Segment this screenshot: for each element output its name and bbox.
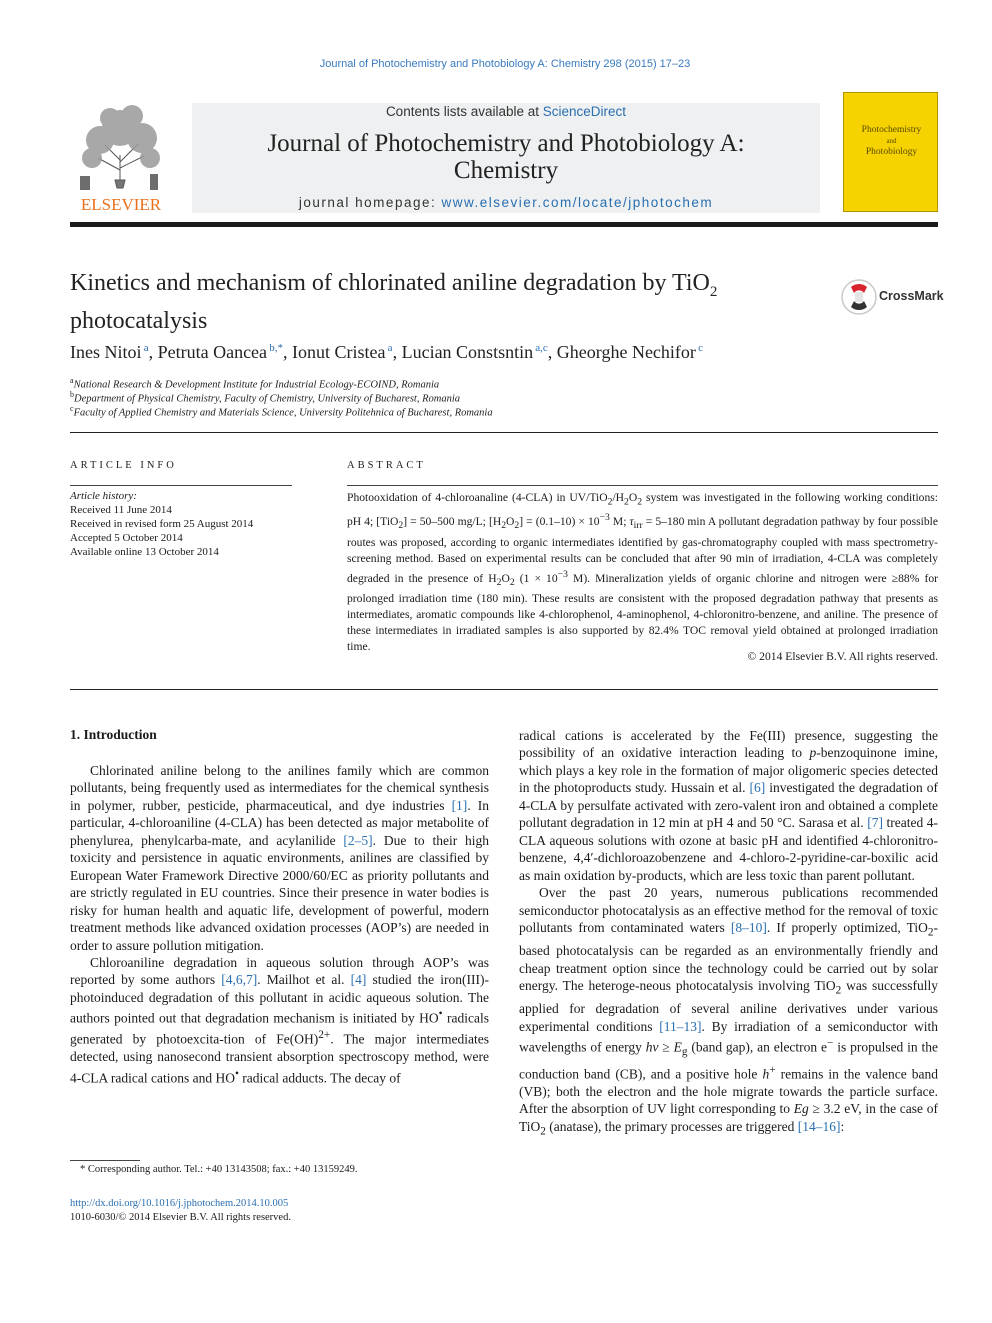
author-separator: , bbox=[392, 342, 402, 362]
journal-cover-thumbnail[interactable] bbox=[843, 92, 938, 212]
body-paragraph: radical cations is accelerated by the Fe(III) presence, suggesting the possibility of an oxidative interaction leading to p-benzoquinone imine, which plays a key role in the formation of major oligomeric species detected in the photoproducts study. Hussain et al. [6] investigated the degradation of 4-CLA by persulfate activated with zero-valent iron and obtained a complete pollutant degradation in 12 min at pH 4 and 50 °C. Sarasa et al. [7] treated 4-CLA aqueous solutions with ozone at basic pH and identified 4-chloronitro-benzene, 4,4′-dichloroazobenzene and 4-chloro-2-pyridine-car-boxilic acid as main oxidation by-products, which are less toxic than parent pollutant. bbox=[519, 728, 939, 883]
author-name[interactable]: Petruta Oancea bbox=[157, 342, 268, 362]
affiliation-text: Department of Physical Chemistry, Faculty of Chemistry, University of Bucharest, Romania bbox=[74, 393, 461, 405]
author-name[interactable]: Gheorghe Nechifor bbox=[556, 342, 696, 362]
affiliation-text: National Research & Development Institute for Industrial Ecology-ECOIND, Romania bbox=[73, 379, 440, 391]
author-name[interactable]: Ionut Cristea bbox=[292, 342, 386, 362]
crossmark-icon bbox=[840, 279, 880, 315]
contents-line bbox=[192, 104, 820, 119]
elsevier-wordmark: ELSEVIER bbox=[80, 195, 162, 212]
section-heading-introduction: 1. Introduction bbox=[70, 727, 157, 742]
article-title-line2: photocatalysis bbox=[70, 307, 208, 334]
author-separator: , bbox=[148, 342, 158, 362]
homepage-link[interactable]: www.elsevier.com/locate/jphotochem bbox=[441, 195, 714, 210]
elsevier-tree-icon bbox=[70, 100, 172, 212]
author-affiliation-mark[interactable]: a,c bbox=[533, 342, 548, 354]
affiliation-mark: a bbox=[70, 376, 74, 385]
citation-link[interactable]: [14–16] bbox=[797, 1118, 841, 1134]
doi-link[interactable]: http://dx.doi.org/10.1016/j.jphotochem.2014.10.005 bbox=[70, 1198, 289, 1209]
article-title bbox=[70, 269, 830, 336]
article-title-line1: Kinetics and mechanism of chlorinated aniline degradation by TiO bbox=[70, 270, 710, 296]
citation-link[interactable]: [1] bbox=[451, 797, 468, 813]
body-paragraph: Chloroaniline degradation in aqueous solution through AOP’s was reported by some authors [4,6,7]. Mailhot et al. [4] studied the iron(III)-photoinduced degradation of this pollutant in acidic aqueous solution. The authors pointed out that degradation mechanism is initiated by HO• radicals generated by photoexcita-tion of Fe(OH)$^{2+}$. The major intermediates detected, using nanosecond transient absorption spectroscopy method, were 4-CLA radical cations and HO• radical adducts. The decay of bbox=[70, 954, 489, 1086]
journal-reference[interactable]: Journal of Photochemistry and Photobiology A: Chemistry 298 (2015) 17–23 bbox=[319, 58, 691, 70]
body-column-right bbox=[519, 727, 938, 1141]
citation-link[interactable]: [11–13] bbox=[659, 1018, 702, 1034]
affiliation-mark: b bbox=[70, 390, 74, 399]
citation-link[interactable]: [7] bbox=[867, 815, 883, 831]
author-name[interactable]: Lucian Constsntin bbox=[401, 342, 534, 362]
article-info-rule bbox=[70, 485, 292, 486]
affiliation-text: Faculty of Applied Chemistry and Materials Science, University Politehnica of Bucharest, Romania bbox=[73, 407, 493, 419]
corresponding-author-footnote: * Corresponding author. Tel.: +40 13143508; fax.: +40 13159249. bbox=[80, 1164, 358, 1175]
homepage-line bbox=[192, 195, 820, 210]
cover-title bbox=[844, 123, 939, 159]
author-separator: , bbox=[283, 342, 292, 362]
abstract-label: ABSTRACT bbox=[347, 460, 426, 471]
author-list bbox=[70, 342, 938, 363]
cover-title-connector: and bbox=[886, 137, 897, 145]
affiliation-a bbox=[70, 376, 439, 391]
issn-copyright: 1010-6030/© 2014 Elsevier B.V. All rights reserved. bbox=[70, 1212, 291, 1223]
contents-prefix: Contents lists available at bbox=[385, 104, 543, 119]
elsevier-logo bbox=[70, 100, 172, 212]
header-rule bbox=[70, 222, 938, 227]
abstract-rule-bottom bbox=[70, 689, 938, 690]
body-paragraph: Chlorinated aniline belong to the anilines family which are common pollutants, being frequently used as intermediates for the chemical synthesis in polymer, rubber, pesticide, pharmaceutical, and dye industries [1]. In particular, 4-chloroaniline (4-CLA) has been detected as major metabolite of phenylurea, phenylcarba-mate, and acylanilide [2–5]. Due to their high toxicity and persistence in aquatic environments, anilines are classified by European Water Framework Directive 2000/60/EC as priority pollutants and are strictly regulated in EU countries. Since their presence in water bodies is risky for human health and aquatic life, development of powerful, modern treatment methods like advanced oxidation processes (AOP’s) are needed in order to assure pollution mitigation. bbox=[70, 763, 489, 953]
citation-link[interactable]: [2–5] bbox=[343, 832, 373, 848]
journal-title-line2: Chemistry bbox=[453, 157, 559, 184]
history-online: Available online 13 October 2014 bbox=[70, 546, 219, 558]
author-affiliation-mark[interactable]: b,* bbox=[267, 342, 283, 354]
abstract-text: Photooxidation of 4-chloroanaline (4-CLA) in $UV/TiO_2/H_2O_2$ system was investigated in the following working conditions: pH 4; [TiO$_2$] = 50–500 mg/L; $[H_2O_2] = (0.1-10) \times 10^{-3}$ M; $\tau_{irr} = 5-180$ min A pollutant degradation pathway by four possible routes was proposed, according to organic intermediates identified by gas-chromatography coupled with mass spectrometry-screening method. Based on experimental results can be concluded that after 90 min of irradiation, 4-CLA was completely degraded in the presence of $H_2O_2$ ($1 \times 10^{-3}$ M). Mineralization yields of organic chlorine and nitrogen were ≥88% for prolonged irradiation time (180 min). These results are consistent with the proposed degradation pathway that presents as intermediates, aromatic compounds like 4-chlorophenol, 4-aminophenol, 4-chloronitro-benzene, and aniline. The presence of these intermediates in irradiated samples is also supported by 82.4% TOC removal yield obtained at prolonged irradiation time. bbox=[347, 491, 938, 654]
abstract-copyright: © 2014 Elsevier B.V. All rights reserved. bbox=[747, 650, 938, 663]
article-title-subscript: 2 bbox=[709, 283, 718, 300]
history-revised: Received in revised form 25 August 2014 bbox=[70, 518, 254, 530]
homepage-prefix: journal homepage: bbox=[298, 195, 442, 210]
affiliation-mark: c bbox=[70, 404, 74, 413]
journal-title bbox=[192, 130, 820, 184]
body-column-left bbox=[70, 762, 489, 1087]
sciencedirect-link[interactable]: ScienceDirect bbox=[542, 104, 627, 119]
affiliation-rule bbox=[70, 432, 938, 433]
article-history-heading: Article history: bbox=[70, 490, 137, 502]
abstract-rule bbox=[347, 485, 938, 486]
cover-title-line1: Photochemistry bbox=[861, 125, 922, 135]
author-name[interactable]: Ines Nitoi bbox=[70, 342, 142, 362]
author-separator: , bbox=[547, 342, 557, 362]
cover-title-line2: Photobiology bbox=[865, 147, 918, 157]
author-affiliation-mark[interactable]: a bbox=[385, 342, 393, 354]
citation-link[interactable]: [4] bbox=[350, 972, 367, 988]
author-affiliation-mark[interactable]: c bbox=[695, 342, 704, 354]
affiliation-b bbox=[70, 390, 460, 405]
affiliation-c bbox=[70, 404, 493, 419]
body-paragraph: Over the past 20 years, numerous publications recommended semiconductor photocatalysis as an effective method for the removal of toxic pollutants from contaminated waters [8–10]. If properly optimized, TiO$_2$-based photocatalysis can be regarded as an environmentally friendly and cheap treatment option since the technology could be carried out by solar energy. The heteroge-neous photocatalysis involving TiO$_2$ was successfully applied for degradation of several aniline derivatives under various experimental conditions [11–13]. By irradiation of a semiconductor with wavelengths of energy $h\nu \ge E_g$ (band gap), an electron e− is propulsed in the conduction band (CB), and a positive hole h+ remains in the valence band (VB); both the electron and the hole migrate towards the particle surface. After the absorption of UV light corresponding to Eg ≥ 3.2 eV, in the case of TiO$_2$ (anatase), the primary processes are triggered [14–16]: bbox=[519, 885, 938, 1138]
journal-title-line1: Journal of Photochemistry and Photobiology A: bbox=[267, 130, 745, 157]
crossmark-label: CrossMark bbox=[879, 289, 944, 303]
citation-link[interactable]: [8–10] bbox=[730, 919, 767, 935]
citation-link[interactable]: [4,6,7] bbox=[221, 972, 258, 988]
author-affiliation-mark[interactable]: a bbox=[141, 342, 149, 354]
article-info-label: ARTICLE INFO bbox=[70, 460, 177, 471]
history-accepted: Accepted 5 October 2014 bbox=[70, 532, 183, 544]
footnote-rule bbox=[70, 1160, 140, 1161]
citation-link[interactable]: [6] bbox=[749, 780, 766, 796]
history-received: Received 11 June 2014 bbox=[70, 504, 172, 516]
